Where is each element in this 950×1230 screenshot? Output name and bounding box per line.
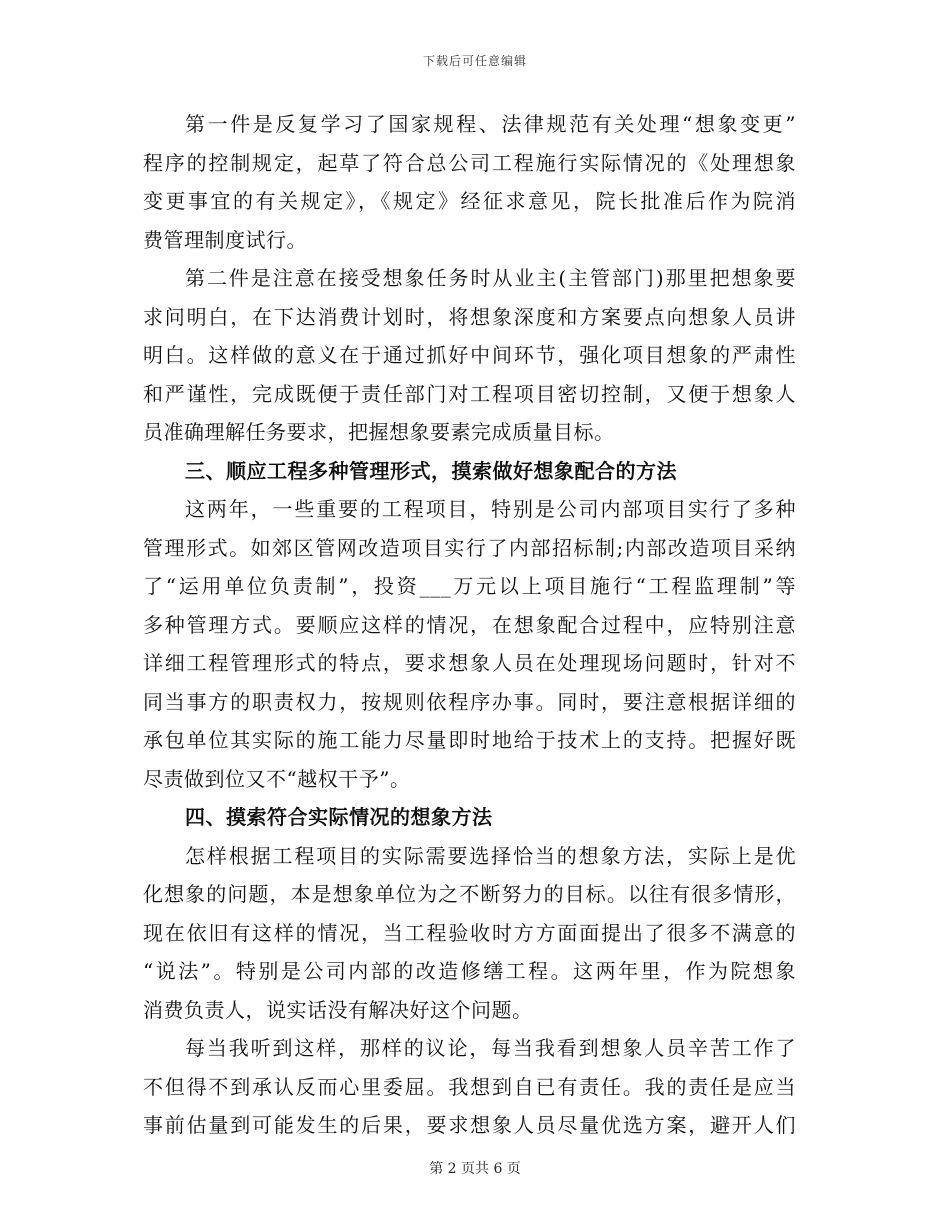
paragraph-line: 变更事宜的有关规定》，《规定》经征求意见，院长批准后作为院消 (143, 189, 796, 213)
paragraph-line: 第二件是注意在接受想象任务时从业主(主管部门)那里把想象要 (185, 266, 796, 290)
paragraph (143, 837, 796, 1030)
paragraph-line: 详细工程管理形式的特点，要求想象人员在处理现场问题时，针对不 (143, 651, 796, 675)
paragraph (143, 490, 796, 798)
page-header: 下载后可任意编辑 (422, 54, 527, 68)
paragraph-line: 这两年，一些重要的工程项目，特别是公司内部项目实行了多种 (185, 497, 796, 521)
paragraph-line: 费管理制度试行。 (143, 227, 307, 252)
paragraph-line: 同当事方的职责权力，按规则依程序办事。同时，要注意根据详细的 (143, 689, 796, 714)
paragraph (143, 1029, 796, 1145)
paragraph-line: 管理形式。如郊区管网改造项目实行了内部招标制;内部改造项目采纳 (143, 535, 796, 560)
paragraph-line: 事前估量到可能发生的后果，要求想象人员尽量优选方案，避开人们 (143, 1113, 796, 1137)
paragraph-line: 和严谨性，完成既便于责任部门对工程项目密切控制，又便于想象人 (143, 381, 796, 406)
paragraph (143, 259, 796, 452)
page-footer: 第 2 页共 6 页 (429, 1161, 521, 1177)
paragraph-line: 了“运用单位负责制”，投资___万元以上项目施行“工程监理制”等 (143, 574, 796, 598)
document-body (143, 105, 796, 1145)
paragraph-line: 现在依旧有这样的情况，当工程验收时方方面面提出了很多不满意的 (143, 920, 796, 945)
paragraph-line: 求问明白，在下达消费计划时，将想象深度和方案要点向想象人员讲 (143, 304, 796, 329)
paragraph-line: 多种管理方式。要顺应这样的情况，在想象配合过程中，应特别注意 (143, 612, 796, 637)
paragraph-line: 员准确理解任务要求，把握想象要素完成质量目标。 (143, 420, 615, 444)
paragraph-line: 承包单位其实际的施工能力尽量即时地给于技术上的支持。把握好既 (143, 728, 796, 752)
paragraph-line: 每当我听到这样，那样的议论，每当我看到想象人员辛苦工作了 (185, 1036, 796, 1060)
paragraph-line: 不但得不到承认反而心里委屈。我想到自已有责任。我的责任是应当 (143, 1074, 796, 1099)
paragraph-line: 化想象的问题，本是想象单位为之不断努力的目标。以往有很多情形， (143, 882, 796, 906)
section-heading: 四、摸索符合实际情况的想象方法 (185, 805, 493, 829)
paragraph-line: 怎样根据工程项目的实际需要选择恰当的想象方法，实际上是优 (185, 843, 796, 868)
paragraph-line: 明白。这样做的意义在于通过抓好中间环节，强化项目想象的严肃性 (143, 343, 796, 367)
paragraph-line: 消费负责人，说实话没有解决好这个问题。 (143, 997, 533, 1022)
paragraph-line: 程序的控制规定，起草了符合总公司工程施行实际情况的《处理想象 (143, 150, 796, 175)
paragraph-line: 第一件是反复学习了国家规程、法律规范有关处理“想象变更” (185, 112, 796, 136)
paragraph-line: “说法”。特别是公司内部的改造修缮工程。这两年里，作为院想象 (143, 959, 796, 983)
section-heading: 三、顺应工程多种管理形式，摸索做好想象配合的方法 (185, 458, 677, 483)
paragraph-line: 尽责做到位又不“越权干予”。 (143, 766, 411, 791)
paragraph (143, 105, 796, 259)
